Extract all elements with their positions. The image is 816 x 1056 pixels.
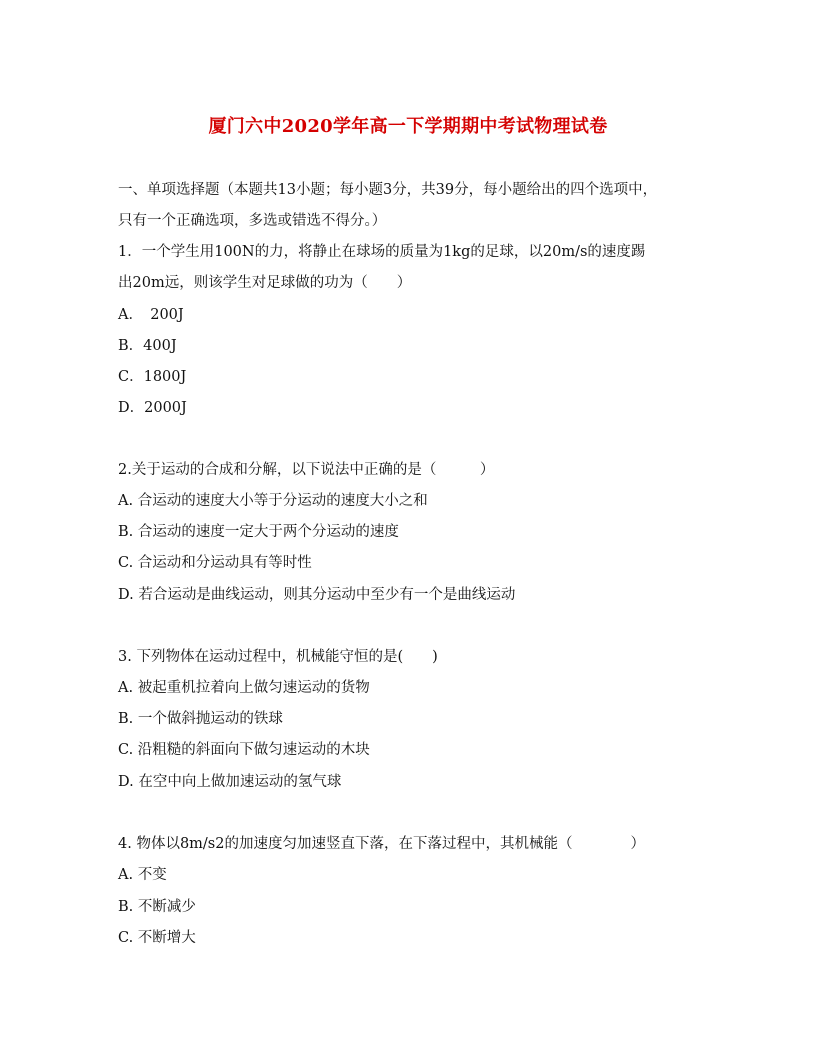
question-option: B. 合运动的速度一定大于两个分运动的速度 (118, 524, 399, 540)
question-stem-line: 出20m远，则该学生对足球做的功为（ ） (118, 275, 412, 291)
section-heading-line-2: 只有一个正确选项，多选或错选不得分。） (118, 213, 387, 229)
question-option: D. 若合运动是曲线运动，则其分运动中至少有一个是曲线运动 (118, 587, 516, 603)
question-option: B. 不断减少 (118, 899, 196, 915)
question-option: D．2000J (118, 400, 187, 416)
question-option: C. 合运动和分运动具有等时性 (118, 555, 312, 571)
question-stem-line: 3. 下列物体在运动过程中，机械能守恒的是( ) (118, 649, 438, 665)
question-option: B．400J (118, 338, 177, 354)
question-option: A. 被起重机拉着向上做匀速运动的货物 (118, 680, 370, 696)
question-stem-line: 1．一个学生用100N的力，将静止在球场的质量为1kg的足球，以20m/s的速度踢 (118, 244, 646, 260)
question-option: B. 一个做斜抛运动的铁球 (118, 711, 283, 727)
question-option: A． 200J (118, 307, 184, 323)
exam-title: 厦门六中2020学年高一下学期期中考试物理试卷 (208, 116, 608, 137)
question-option: A. 不变 (118, 867, 167, 883)
section-heading-line-1: 一、单项选择题（本题共13小题；每小题3分，共39分，每小题给出的四个选项中， (118, 182, 658, 198)
question-option: C. 不断增大 (118, 930, 196, 946)
question-stem-line: 4. 物体以8m/s2的加速度匀加速竖直下落，在下落过程中，其机械能（ ） (118, 836, 645, 852)
question-option: C．1800J (118, 369, 187, 385)
question-stem-line: 2.关于运动的合成和分解，以下说法中正确的是（ ） (118, 462, 495, 478)
question-option: D. 在空中向上做加速运动的氢气球 (118, 774, 342, 790)
question-option: C. 沿粗糙的斜面向下做匀速运动的木块 (118, 742, 370, 758)
question-option: A. 合运动的速度大小等于分运动的速度大小之和 (118, 493, 428, 509)
